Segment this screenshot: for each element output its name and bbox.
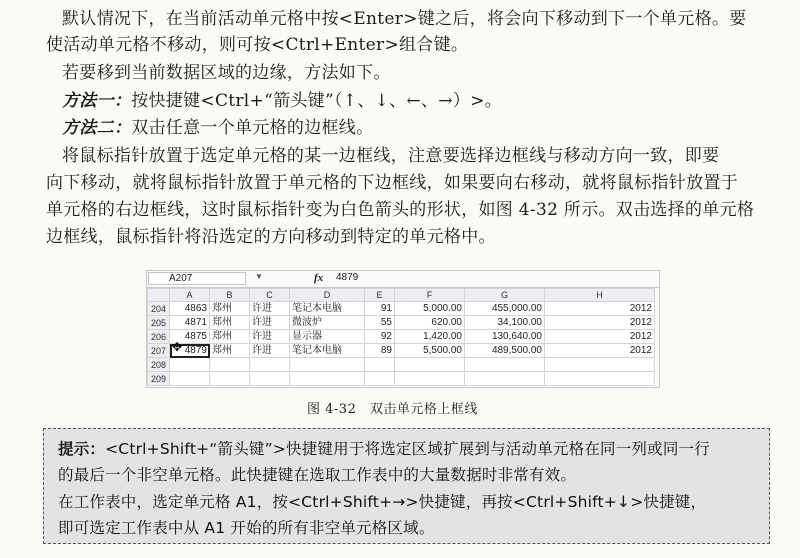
tip-text-1: <Ctrl+Shift+“箭头键”>快捷键用于将选定区域扩展到与活动单元格在同一列或同一行 <box>105 440 710 458</box>
row-number[interactable]: 206 <box>148 330 170 344</box>
cell[interactable] <box>395 358 465 372</box>
cell[interactable]: 455,000.00 <box>465 302 545 316</box>
method-two-text: 双击任意一个单元格的边框线。 <box>131 118 374 138</box>
row-number[interactable]: 208 <box>148 358 170 372</box>
body-line-4: 边框线，鼠标指针将沿选定的方向移动到特定的单元格中。 <box>46 227 496 247</box>
row-number[interactable]: 205 <box>148 316 170 330</box>
body-line-1: 将鼠标指针放置于选定单元格的某一边框线，注意要选择边框线与移动方向一致，即要 <box>62 146 720 166</box>
cell[interactable] <box>465 358 545 372</box>
cell[interactable]: 郑州 <box>210 344 250 358</box>
method-one <box>62 88 800 115</box>
column-header[interactable]: F <box>395 289 465 302</box>
cell[interactable] <box>210 358 250 372</box>
sheet-grid <box>147 288 655 386</box>
paragraph-line-2: 使活动单元格不移动，则可按<Ctrl+Enter>组合键。 <box>46 35 469 55</box>
cell[interactable]: 92 <box>365 330 395 344</box>
tip-line-4: 即可选定工作表中从 A1 开始的所有非空单元格区域。 <box>58 519 435 537</box>
cell[interactable]: 55 <box>365 316 395 330</box>
row-number[interactable]: 207 <box>148 344 170 358</box>
cell[interactable]: 2012 <box>545 344 655 358</box>
move-cursor-icon: ✥ <box>172 340 183 354</box>
cell[interactable]: 5,500.00 <box>395 344 465 358</box>
paragraph-line-1: 默认情况下，在当前活动单元格中按<Enter>键之后，将会向下移动到下一个单元格。要 <box>62 9 747 29</box>
cell[interactable]: 2012 <box>545 330 655 344</box>
cell[interactable]: 微波炉 <box>290 316 365 330</box>
tip-label: 提示： <box>58 440 106 458</box>
method-two <box>62 115 800 142</box>
cell[interactable] <box>250 372 290 386</box>
chevron-down-icon[interactable]: ▼ <box>255 272 263 281</box>
cell[interactable] <box>290 358 365 372</box>
row-number[interactable]: 204 <box>148 302 170 316</box>
cell[interactable] <box>250 358 290 372</box>
tip-line-1 <box>58 436 758 462</box>
cell[interactable]: 130,640.00 <box>465 330 545 344</box>
method-two-label: 方法二： <box>62 118 132 138</box>
cell[interactable]: 5,000.00 <box>395 302 465 316</box>
cell[interactable]: 4863 <box>170 302 210 316</box>
cell[interactable]: 郑州 <box>210 302 250 316</box>
table-row <box>148 358 655 372</box>
cell[interactable]: 4871 <box>170 316 210 330</box>
cell[interactable] <box>545 358 655 372</box>
column-header[interactable]: E <box>365 289 395 302</box>
table-row <box>148 372 655 386</box>
column-header[interactable]: D <box>290 289 365 302</box>
cell[interactable] <box>290 372 365 386</box>
cell[interactable]: 4875 <box>170 330 210 344</box>
spreadsheet-figure <box>146 270 660 388</box>
cell[interactable] <box>365 372 395 386</box>
cell[interactable] <box>170 358 210 372</box>
cell[interactable]: 许进 <box>250 302 290 316</box>
cell[interactable]: 许进 <box>250 316 290 330</box>
formula-input[interactable]: 4879 <box>336 272 359 283</box>
cell[interactable]: 489,500.00 <box>465 344 545 358</box>
cell[interactable]: 郑州 <box>210 316 250 330</box>
cell[interactable]: 620.00 <box>395 316 465 330</box>
cell[interactable]: 笔记本电脑 <box>290 344 365 358</box>
cell[interactable] <box>545 372 655 386</box>
body-line-3: 单元格的右边框线，这时鼠标指针变为白色箭头的形状，如图 4-32 所示。双击选择的单元格 <box>46 200 755 220</box>
column-header[interactable]: G <box>465 289 545 302</box>
column-header[interactable]: C <box>250 289 290 302</box>
cell[interactable] <box>465 372 545 386</box>
table-row <box>148 316 655 330</box>
column-header-row <box>148 289 655 302</box>
cell[interactable]: 91 <box>365 302 395 316</box>
cell[interactable]: 2012 <box>545 316 655 330</box>
method-one-text: 按快捷键<Ctrl+“箭头键”（↑、↓、←、→）>。 <box>131 91 502 111</box>
table-row <box>148 330 655 344</box>
formula-bar <box>147 271 659 288</box>
column-header[interactable]: H <box>545 289 655 302</box>
tip-line-2: 的最后一个非空单元格。此快捷键在选取工作表中的大量数据时非常有效。 <box>58 466 577 484</box>
cell[interactable]: 显示器 <box>290 330 365 344</box>
cell[interactable] <box>170 372 210 386</box>
cell[interactable]: 许进 <box>250 344 290 358</box>
cell[interactable] <box>210 372 250 386</box>
cell[interactable]: 1,420.00 <box>395 330 465 344</box>
row-number[interactable]: 209 <box>148 372 170 386</box>
table-row <box>148 302 655 316</box>
tip-line-3: 在工作表中，选定单元格 A1，按<Ctrl+Shift+→>快捷键，再按<Ctrl+Shift+↓>快捷键， <box>58 493 707 511</box>
paragraph-line-3: 若要移到当前数据区域的边缘，方法如下。 <box>62 63 391 83</box>
cell[interactable] <box>395 372 465 386</box>
cell[interactable]: 郑州 <box>210 330 250 344</box>
cell[interactable]: 2012 <box>545 302 655 316</box>
cell[interactable]: 34,100.00 <box>465 316 545 330</box>
cell[interactable]: 笔记本电脑 <box>290 302 365 316</box>
figure-caption: 图 4-32 双击单元格上框线 <box>307 402 478 417</box>
cell[interactable]: 许进 <box>250 330 290 344</box>
method-one-label: 方法一： <box>62 91 132 111</box>
selected-cell[interactable]: 4879 <box>170 344 210 358</box>
column-header[interactable]: B <box>210 289 250 302</box>
corner-cell[interactable] <box>148 289 170 302</box>
body-line-2: 向下移动，就将鼠标指针放置于单元格的下边框线，如果要向右移动，就将鼠标指针放置于 <box>46 173 738 193</box>
fx-icon[interactable]: fx <box>314 272 324 284</box>
cell[interactable] <box>365 358 395 372</box>
column-header[interactable]: A <box>170 289 210 302</box>
table-row <box>148 344 655 358</box>
name-box[interactable]: A207 <box>148 272 246 285</box>
cell[interactable]: 89 <box>365 344 395 358</box>
